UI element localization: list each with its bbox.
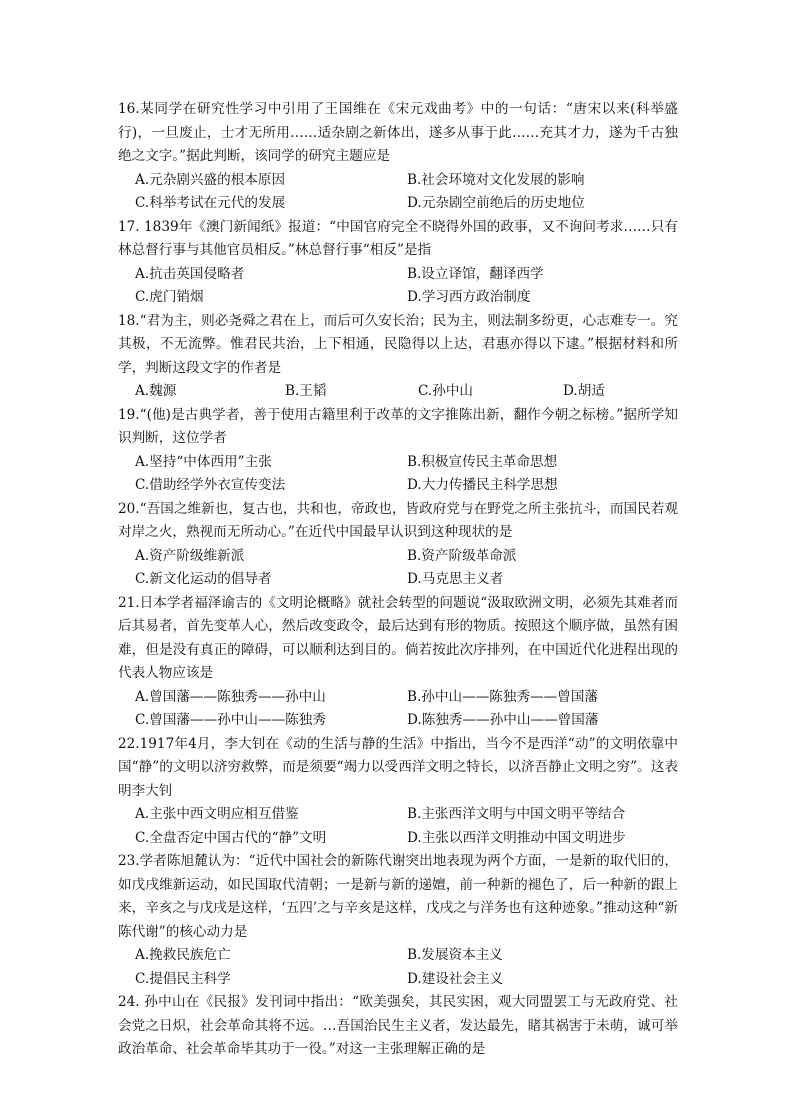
exam-page [118, 98, 678, 1062]
question-24 [118, 991, 678, 1062]
question-16 [118, 98, 678, 216]
option-c[interactable]: C.提倡民主科学 [135, 970, 231, 987]
option-list [118, 380, 678, 404]
question-20 [118, 498, 678, 592]
option-d[interactable]: D.主张以西洋文明推动中国文明进步 [407, 829, 626, 846]
question-stem: 20.“吾国之维新也，复古也，共和也，帝政也，皆政府党与在野党之所主张抗斗，而国民若观对岸之火，熟视而无所动心。”在近代中国最早认识到这种现状的是 [118, 500, 678, 540]
option-d[interactable]: D.马克思主义者 [407, 571, 504, 587]
option-d[interactable]: D.大力传播民主科学思想 [407, 477, 558, 493]
option-b[interactable]: B.社会环境对文化发展的影响 [407, 171, 585, 188]
option-c[interactable]: C.曾国藩——孙中山——陈独秀 [135, 712, 326, 728]
question-21 [118, 592, 678, 733]
question-17 [118, 216, 678, 310]
option-c[interactable]: C.新文化运动的倡导者 [135, 571, 272, 587]
option-list [118, 451, 678, 498]
option-a[interactable]: A.抗击英国侵略者 [135, 265, 245, 282]
option-d[interactable]: D.胡适 [563, 383, 605, 399]
question-stem: 22.1917年4月，李大钊在《动的生活与静的生活》中指出，当今不是西洋“动”的文明依靠中国“静”的文明以济穷救弊，而是须要“竭力以受西洋文明之特长，以济吾静止文明之穷”。这表明李大钊 [118, 735, 678, 799]
option-a[interactable]: A.魏源 [135, 383, 177, 399]
option-d[interactable]: D.建设社会主义 [407, 970, 504, 987]
option-list [118, 803, 678, 850]
option-b[interactable]: B.资产阶级革命派 [407, 547, 517, 564]
question-stem: 23.学者陈旭麓认为：“近代中国社会的新陈代谢突出地表现为两个方面，一是新的取代旧的，如戊戌维新运动，如民国取代清朝；一是新与新的递嬗，前一种新的褪色了，后一种新的跟上来，辛亥之与戊戌是这样，‘五四’之与辛亥是这样，戊戌之与洋务也有这种迹象。”推动这种“新陈代谢”的核心动力是 [118, 853, 678, 940]
option-list [118, 169, 678, 216]
option-b[interactable]: B.设立译馆，翻译西学 [407, 265, 544, 282]
option-list [118, 686, 678, 733]
option-b[interactable]: B.积极宣传民主革命思想 [407, 453, 558, 470]
option-b[interactable]: B.孙中山——陈独秀——曾国藩 [407, 688, 599, 705]
option-b[interactable]: B.发展资本主义 [407, 947, 503, 963]
option-b[interactable]: B.主张西洋文明与中国文明平等结合 [407, 806, 626, 822]
option-b[interactable]: B.王韬 [285, 383, 327, 399]
question-stem: 19.“(他)是古典学者，善于使用古籍里利于改革的文字推陈出新，翻作今朝之标榜。”据所学知识判断，这位学者 [118, 406, 678, 446]
question-stem: 18.“君为主，则必尧舜之君在上，而后可久安长治；民为主，则法制多纷更，心志难专一。究其极，不无流弊。惟君民共治，上下相通，民隐得以上达，君惠亦得以下逮。”根据材料和所学，判断这段文字的作者是 [118, 312, 678, 376]
option-a[interactable]: A.坚持“中体西用”主张 [135, 453, 272, 470]
question-23 [118, 850, 678, 991]
question-stem: 17. 1839年《澳门新闻纸》报道：“中国官府完全不晓得外国的政事，又不询问考求……只有林总督行事与其他官员相反。”林总督行事“相反”是指 [118, 218, 678, 258]
question-19 [118, 404, 678, 498]
question-stem: 16.某同学在研究性学习中引用了王国维在《宋元戏曲考》中的一句话：“唐宋以来(科举盛行)，一旦废止，士才无所用……适杂剧之新体出，遂多从事于此……充其才力，遂为千古独绝之文字。”据此判断，该同学的研究主题应是 [118, 101, 678, 164]
option-list [118, 944, 678, 991]
option-c[interactable]: C.孙中山 [418, 383, 474, 399]
option-a[interactable]: A.主张中西文明应相互借鉴 [135, 806, 299, 822]
option-list [118, 263, 678, 310]
option-d[interactable]: D.元杂剧空前绝后的历史地位 [407, 195, 585, 211]
option-c[interactable]: C.借助经学外衣宣传变法 [135, 477, 286, 493]
option-c[interactable]: C.科举考试在元代的发展 [135, 195, 286, 211]
option-a[interactable]: A.元杂剧兴盛的根本原因 [135, 171, 286, 188]
question-stem: 21.日本学者福泽谕吉的《文明论概略》就社会转型的问题说“汲取欧洲文明，必须先其难者而后其易者，首先变革人心，然后改变政令，最后达到有形的物质。按照这个顺序做，虽然有困难，但是没有真正的障碍，可以顺利达到目的。倘若按此次序排列，在中国近代化进程出现的代表人物应该是 [118, 594, 678, 681]
option-a[interactable]: A.曾国藩——陈独秀——孙中山 [135, 688, 326, 705]
option-d[interactable]: D.陈独秀——孙中山——曾国藩 [407, 712, 599, 728]
option-c[interactable]: C.虎门销烟 [135, 289, 204, 305]
option-c[interactable]: C.全盘否定中国古代的“静”文明 [135, 829, 327, 846]
option-a[interactable]: A.资产阶级维新派 [135, 547, 245, 564]
question-stem: 24. 孙中山在《民报》发刊词中指出：“欧美强矣，其民实困，观大同盟罢工与无政府党、社会党之日炽，社会革命其将不远。…吾国治民生主义者，发达最先，睹其祸害于未萌，诚可举政治革命、社会革命毕其功于一役。”对这一主张理解正确的是 [118, 994, 678, 1057]
option-d[interactable]: D.学习西方政治制度 [407, 289, 531, 305]
option-list [118, 545, 678, 592]
question-22 [118, 733, 678, 851]
question-18 [118, 310, 678, 404]
option-a[interactable]: A.挽救民族危亡 [135, 947, 231, 963]
